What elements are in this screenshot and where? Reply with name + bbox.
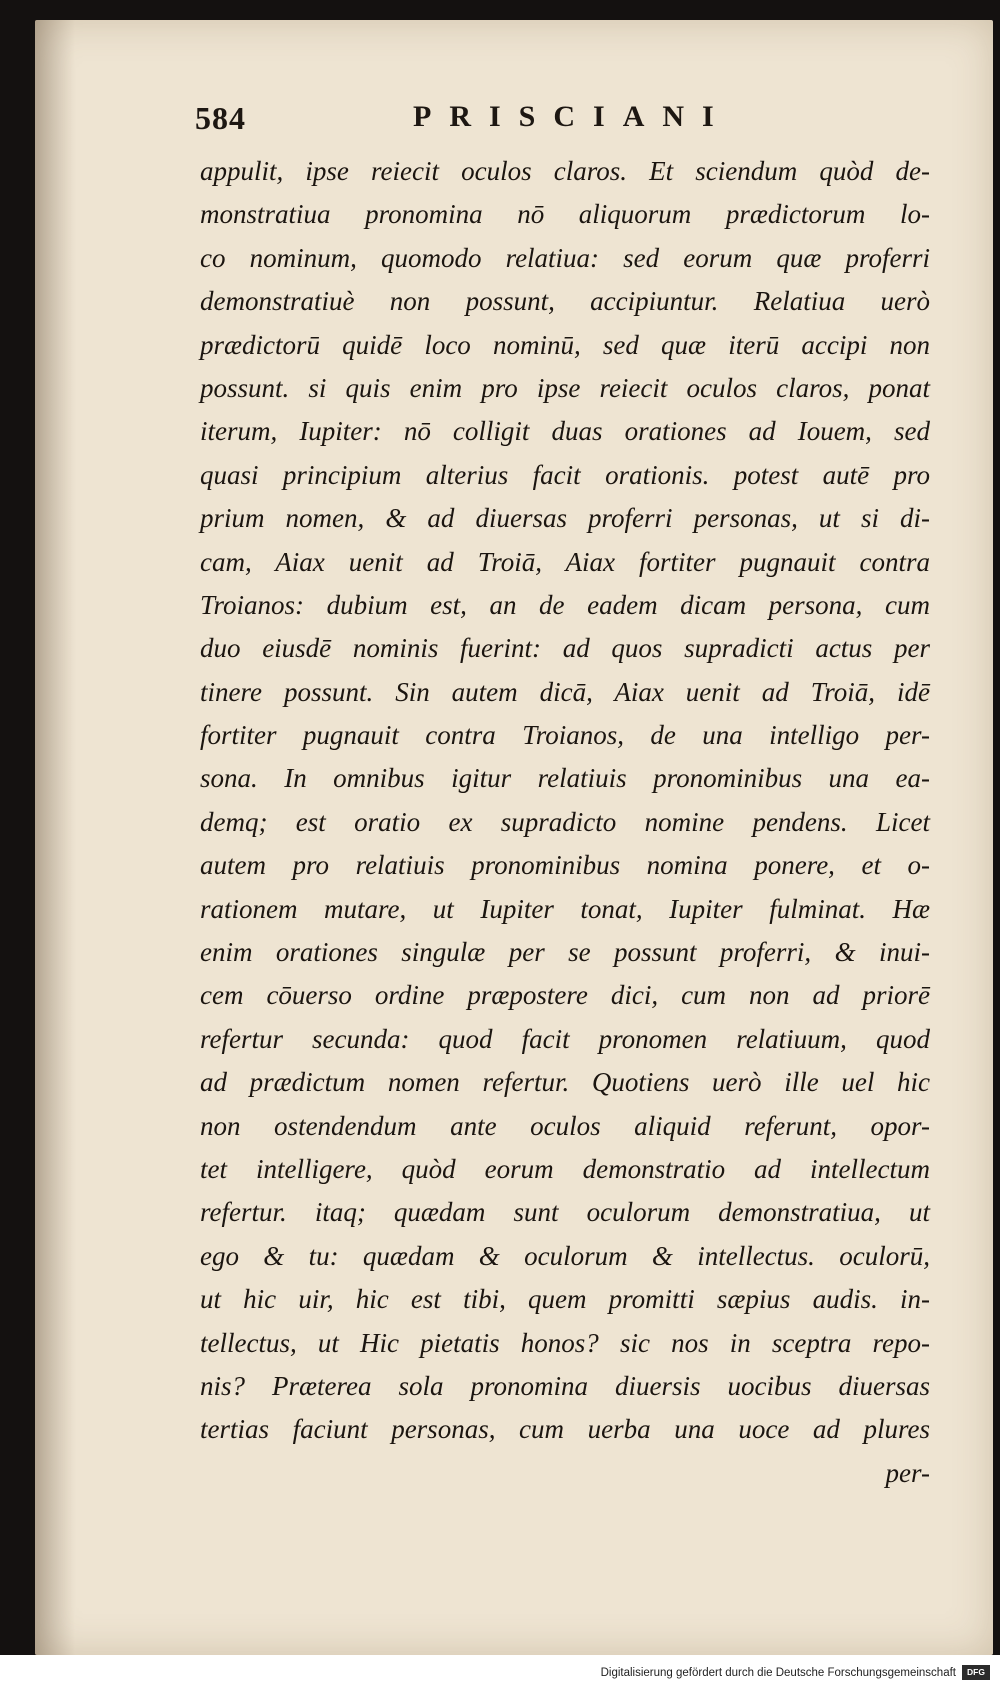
footer-bar xyxy=(0,1655,1000,1687)
text-line: duo eiusdē nominis fuerint: ad quos supradicti actus per xyxy=(200,633,930,664)
text-line: tet intelligere, quòd eorum demonstratio ad intellectum xyxy=(200,1153,930,1184)
text-line: rationem mutare, ut Iupiter tonat, Iupiter fulminat. Hæ xyxy=(200,893,930,924)
text-line: tertias faciunt personas, cum uerba una uoce ad plures xyxy=(200,1414,930,1445)
text-line: demq; est oratio ex supradicto nomine pendens. Licet xyxy=(200,806,930,837)
body-text xyxy=(200,150,930,1495)
text-line: Troianos: dubium est, an de eadem dicam persona, cum xyxy=(200,589,930,620)
text-line: monstratiua pronomina nō aliquorum prædictorum lo- xyxy=(200,199,930,230)
dfg-logo: DFG xyxy=(962,1665,990,1680)
text-line: ego & tu: quædam & oculorum & intellectus. oculorū, xyxy=(200,1240,930,1271)
text-line: iterum, Iupiter: nō colligit duas orationes ad Iouem, sed xyxy=(200,416,930,447)
text-line: tellectus, ut Hic pietatis honos? sic nos in sceptra repo- xyxy=(200,1327,930,1358)
text-line: refertur secunda: quod facit pronomen relatiuum, quod xyxy=(200,1023,930,1054)
page-number: 584 xyxy=(195,100,246,136)
text-line: autem pro relatiuis pronominibus nomina ponere, et o- xyxy=(200,850,930,881)
text-line: cam, Aiax uenit ad Troiā, Aiax fortiter pugnauit contra xyxy=(200,546,930,577)
text-line: demonstratiuè non possunt, accipiuntur. Relatiua uerò xyxy=(200,286,930,317)
text-line: prium nomen, & ad diuersas proferri personas, ut si di- xyxy=(200,503,930,534)
text-line: fortiter pugnauit contra Troianos, de una intelligo per- xyxy=(200,720,930,751)
text-line: refertur. itaq; quædam sunt oculorum demonstratiua, ut xyxy=(200,1197,930,1228)
catchword: per- xyxy=(885,1457,930,1488)
text-line: non ostendendum ante oculos aliquid referunt, opor- xyxy=(200,1110,930,1141)
text-line: nis? Præterea sola pronomina diuersis uocibus diuersas xyxy=(200,1370,930,1401)
text-line: quasi principium alterius facit orationis. potest autē pro xyxy=(200,459,930,490)
text-line: prædictorū quidē loco nominū, sed quæ iterū accipi non xyxy=(200,329,930,360)
text-line: cem cōuerso ordine præpostere dici, cum non ad priorē xyxy=(200,980,930,1011)
text-line: ut hic uir, hic est tibi, quem promitti sæpius audis. in- xyxy=(200,1284,930,1315)
text-line: ad prædictum nomen refertur. Quotiens uerò ille uel hic xyxy=(200,1067,930,1098)
text-line: tinere possunt. Sin autem dicā, Aiax uenit ad Troiā, idē xyxy=(200,676,930,707)
text-line: enim orationes singulæ per se possunt proferri, & inui- xyxy=(200,937,930,968)
text-line: possunt. si quis enim pro ipse reiecit oculos claros, ponat xyxy=(200,372,930,403)
running-head: PRISCIANI xyxy=(413,100,732,133)
text-line: sona. In omnibus igitur relatiuis pronominibus una ea- xyxy=(200,763,930,794)
page-header xyxy=(195,100,945,144)
text-line: appulit, ipse reiecit oculos claros. Et sciendum quòd de- xyxy=(200,156,930,186)
funding-note: Digitalisierung gefördert durch die Deutsche Forschungsgemeinschaft xyxy=(600,1667,956,1679)
text-line: co nominum, quomodo relatiua: sed eorum quæ proferri xyxy=(200,242,930,273)
